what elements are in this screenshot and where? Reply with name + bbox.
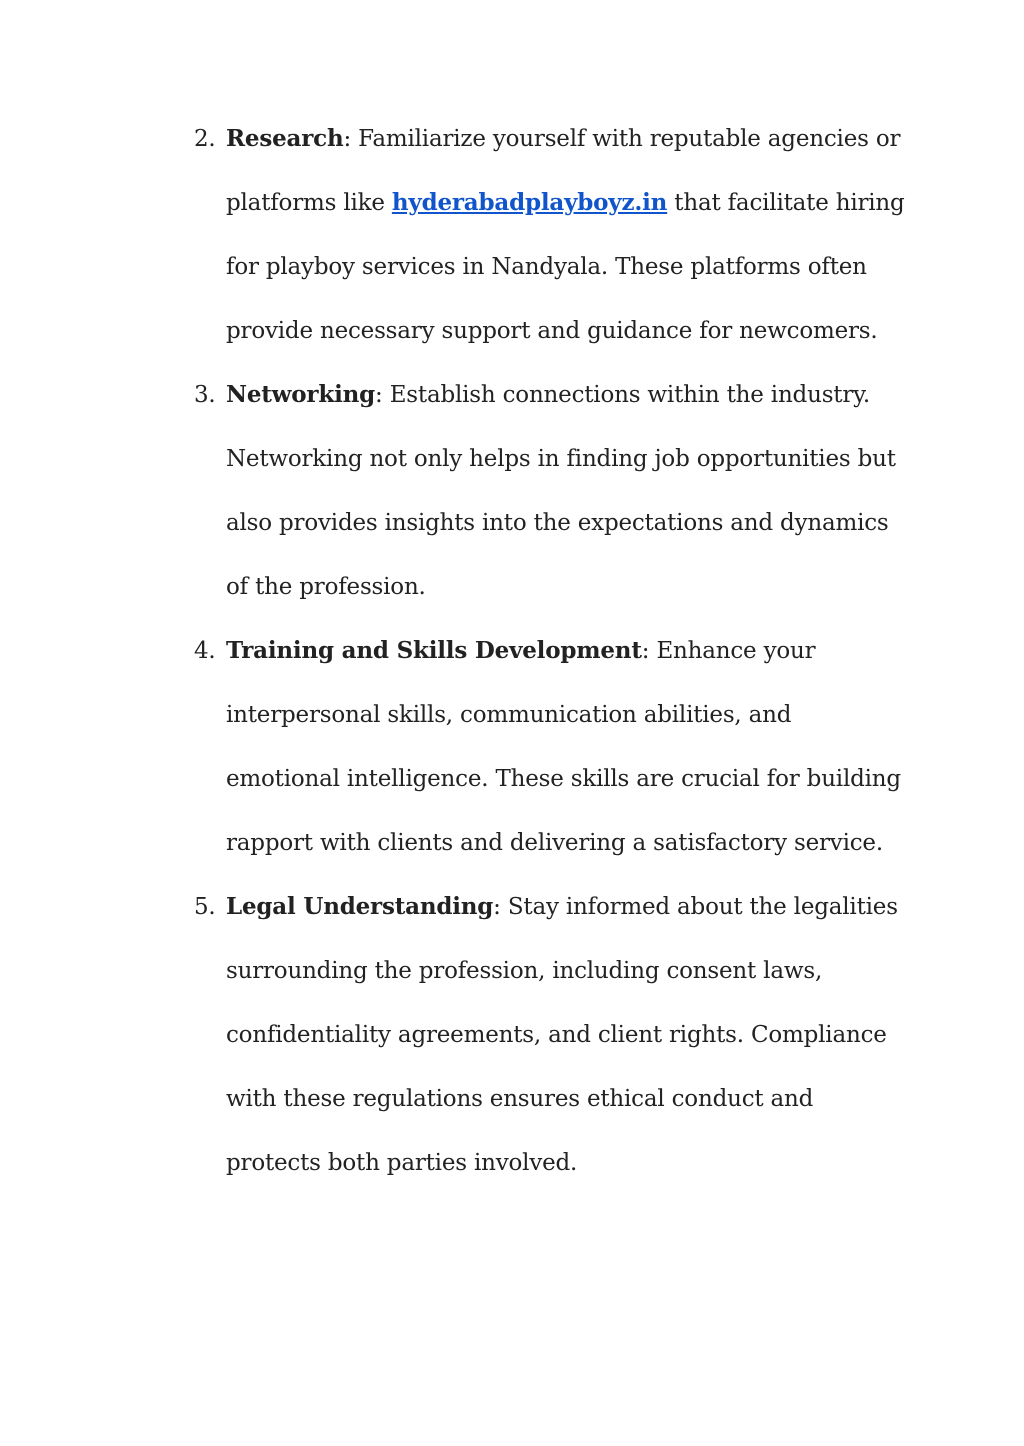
item-separator: : — [375, 382, 390, 408]
item-separator: : — [343, 126, 359, 152]
list-number: 2. — [194, 126, 216, 152]
list-item-legal — [0, 875, 906, 1195]
item-text: Enhance your interpersonal skills, communication abilities, and emotional intelligence. These skills are crucial for building rapport with clients and delivering a satisfactory service. — [226, 638, 901, 856]
item-term: Legal Understanding — [226, 893, 494, 920]
item-term: Research — [226, 125, 344, 152]
item-text: Establish connections within the industry. Networking not only helps in finding job opportunities but also provides insights into the expectations and dynamics of the profession. — [226, 382, 896, 600]
list-item-training — [0, 619, 906, 875]
item-separator: : — [493, 894, 508, 920]
item-text: Familiarize yourself with reputable agencies or platforms like — [226, 126, 901, 216]
item-term: Training and Skills Development — [226, 637, 642, 664]
list-item-research — [0, 107, 906, 363]
item-separator: : — [641, 638, 657, 664]
list-item-networking — [0, 363, 906, 619]
list-number: 4. — [194, 638, 216, 664]
list-number: 5. — [194, 894, 216, 920]
numbered-list — [0, 107, 1024, 1195]
item-term: Networking — [226, 381, 376, 408]
item-text-continued: that facilitate hiring for playboy services in Nandyala. These platforms often provide necessary support and guidance for newcomers. — [226, 190, 905, 344]
hyderabadplayboyz-link[interactable]: hyderabadplayboyz.in — [391, 189, 668, 216]
item-text: Stay informed about the legalities surrounding the profession, including consent laws, confidentiality agreements, and client rights. Compliance with these regulations ensures ethical conduct and protects both parties involved. — [226, 894, 898, 1176]
list-number: 3. — [194, 382, 216, 408]
